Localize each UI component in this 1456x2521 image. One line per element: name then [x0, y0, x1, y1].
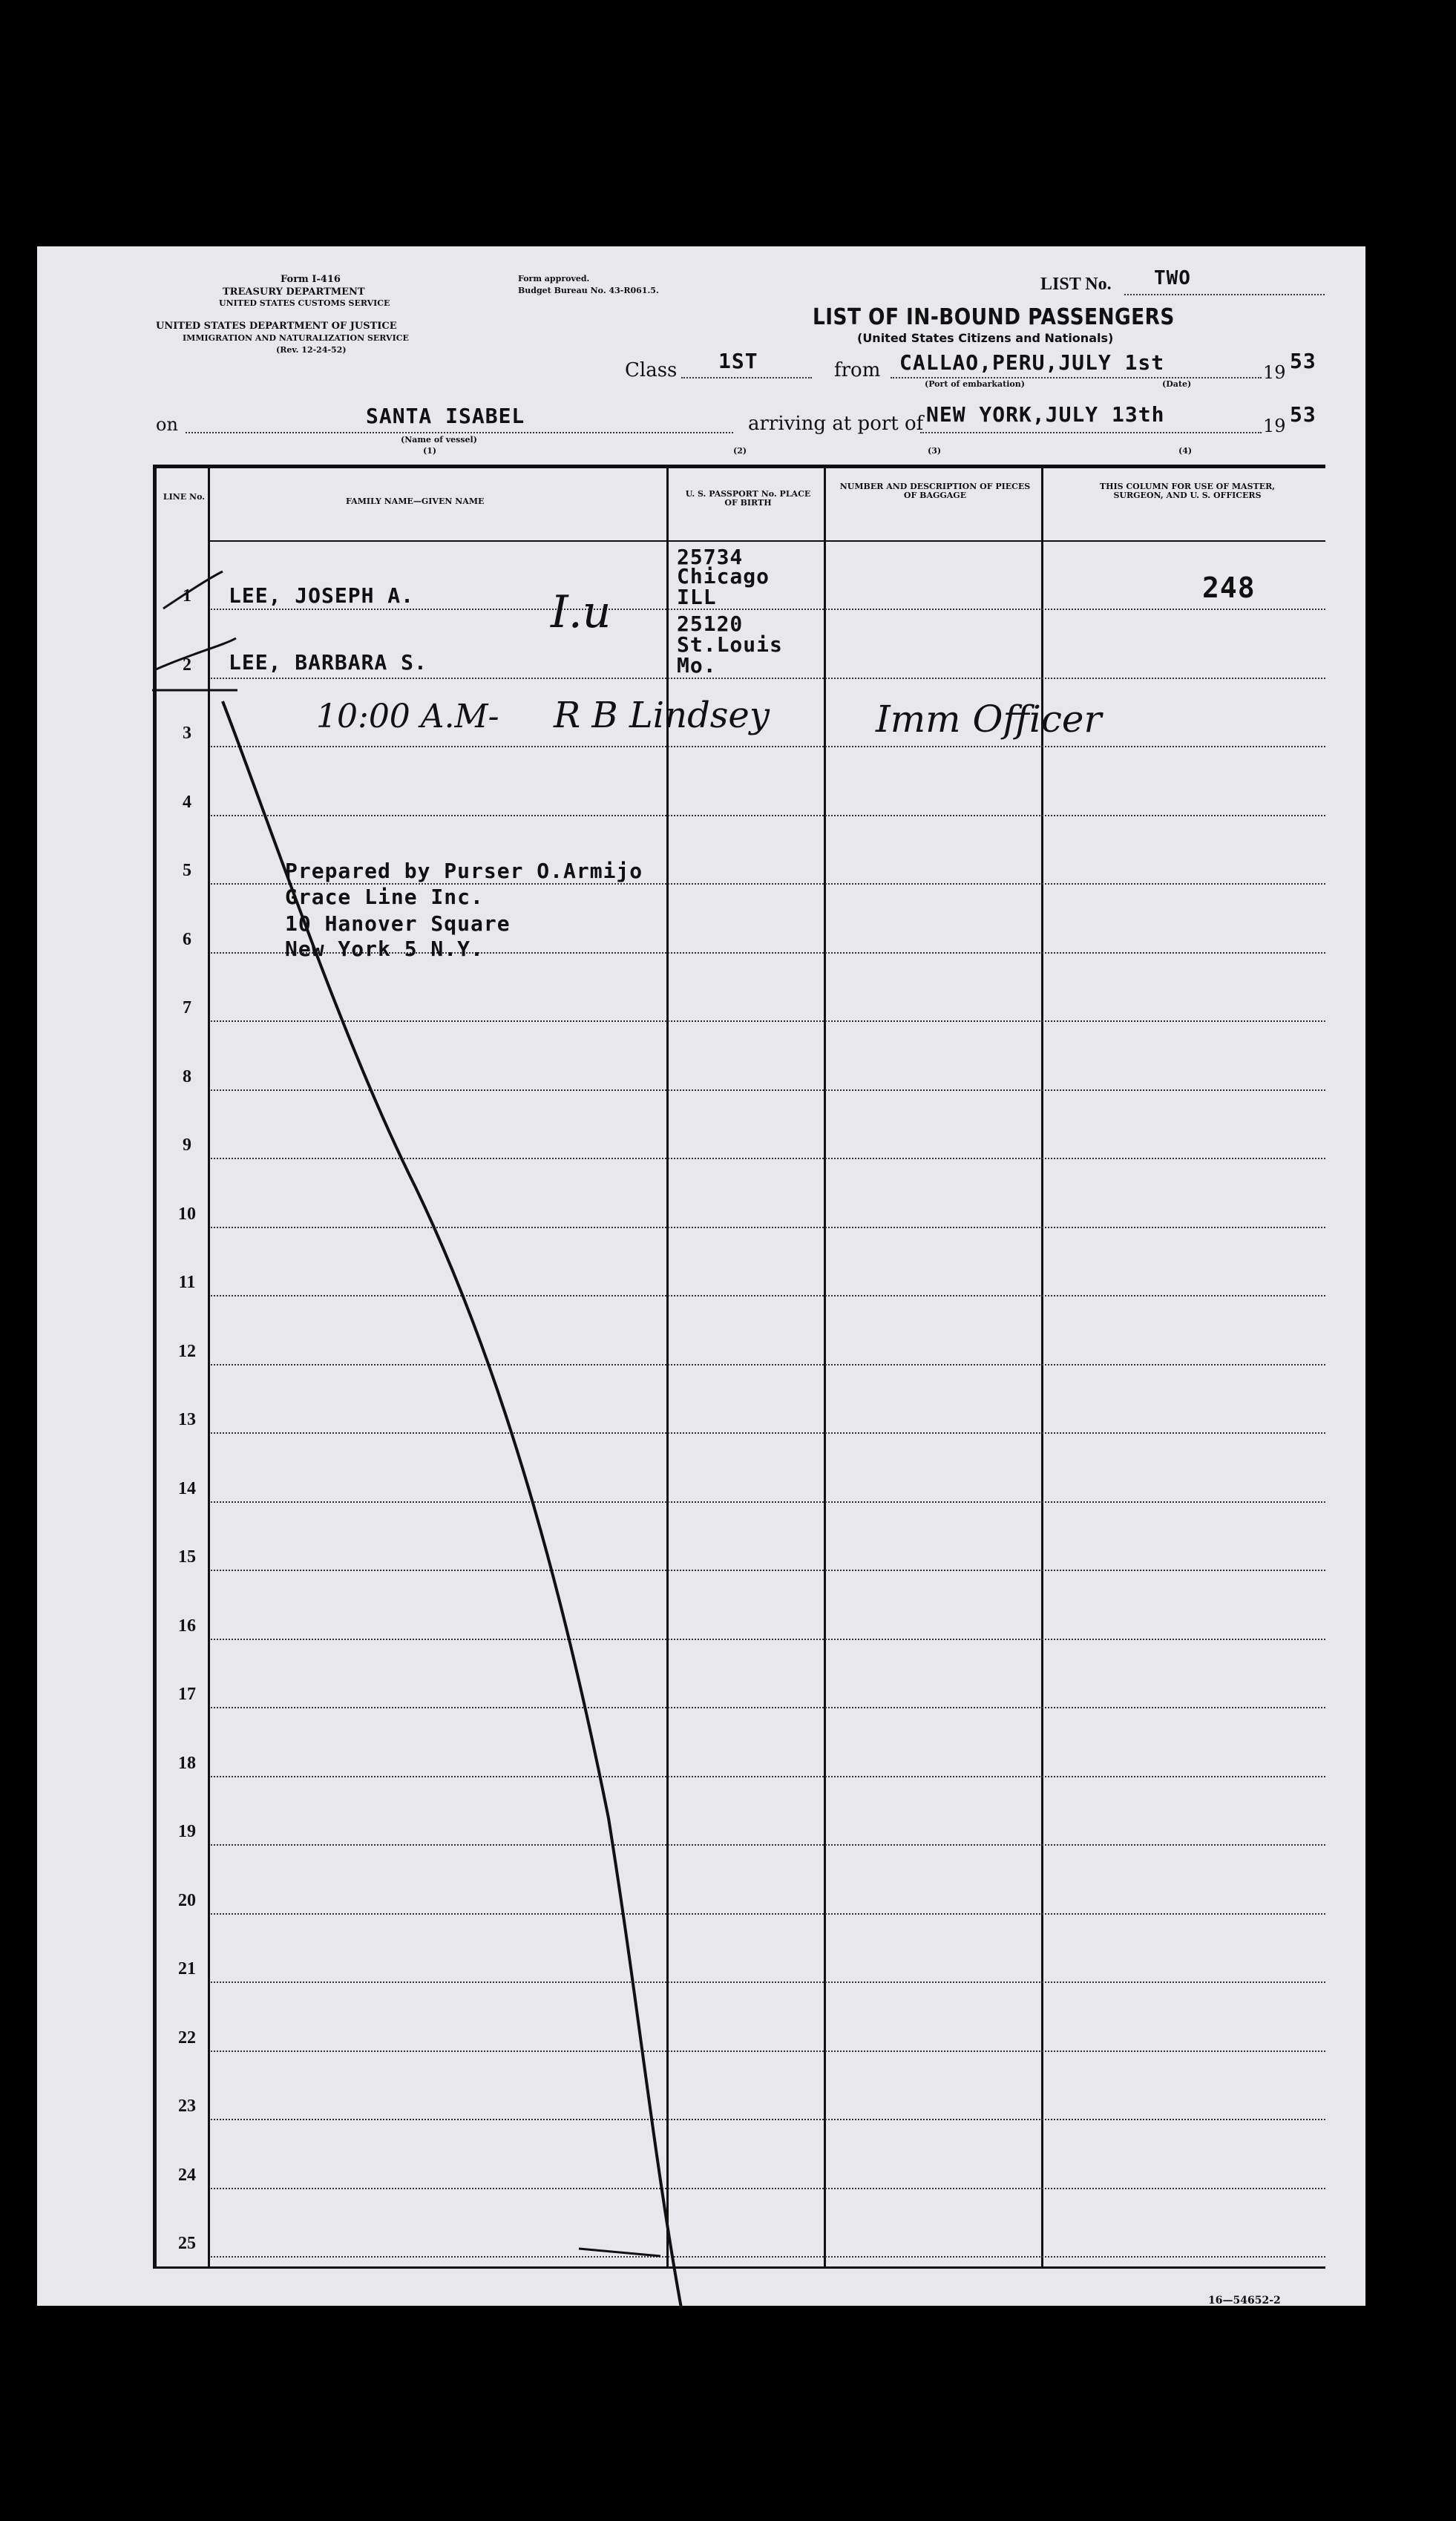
- col-header-line-no: LINE No.: [163, 492, 206, 502]
- col-header-passport: U. S. PASSPORT No. PLACE OF BIRTH: [685, 489, 811, 508]
- prepared-line-2: Grace Line Inc.: [285, 885, 484, 909]
- vessel-col-num: (1): [423, 446, 437, 456]
- vessel-caption: (Name of vessel): [401, 435, 477, 445]
- arriving-label: arriving at port of: [748, 413, 924, 435]
- handwritten-officer-title: Imm Officer: [876, 698, 1102, 741]
- handwritten-initials: I.u: [551, 586, 611, 638]
- row-number: 2: [183, 655, 191, 675]
- footer-code: 16—54652-2: [1208, 2295, 1281, 2307]
- row-number: 25: [178, 2234, 196, 2253]
- date-caption: (Date): [1162, 379, 1192, 389]
- class-value: 1ST: [718, 349, 758, 373]
- passenger-2-birthplace: St.Louis: [677, 632, 783, 657]
- year-value-1: 53: [1290, 349, 1316, 373]
- row-number: 23: [178, 2097, 196, 2116]
- row-number: 22: [178, 2027, 196, 2048]
- row-number: 8: [183, 1066, 191, 1086]
- treasury-dept: TREASURY DEPARTMENT: [223, 286, 365, 298]
- year-prefix-2: 19: [1263, 416, 1286, 436]
- list-no-value: TWO: [1154, 267, 1191, 289]
- row-number: 19: [178, 1822, 196, 1841]
- passenger-1-state: ILL: [677, 585, 717, 609]
- row-number: 10: [178, 1204, 196, 1224]
- passenger-1-passport: 25734: [677, 545, 744, 569]
- row-number: 17: [178, 1685, 196, 1704]
- row-number: 16: [178, 1616, 196, 1636]
- vessel-value: SANTA ISABEL: [366, 404, 525, 428]
- ins-service: IMMIGRATION AND NATURALIZATION SERVICE: [183, 333, 409, 343]
- budget-bureau: Budget Bureau No. 43-R061.5.: [518, 286, 659, 295]
- port-embark-caption: (Port of embarkation): [925, 379, 1025, 389]
- form-subtitle: (United States Citizens and Nationals): [857, 331, 1114, 345]
- form-id: Form I-416: [281, 274, 341, 285]
- row-number: 13: [178, 1410, 196, 1429]
- passenger-1-officer-number: 248: [1202, 571, 1256, 604]
- prepared-line-1: Prepared by Purser O.Armijo: [285, 859, 643, 883]
- from-value: CALLAO,PERU,JULY 1st: [899, 350, 1165, 375]
- on-label: on: [156, 414, 178, 435]
- customs-service: UNITED STATES CUSTOMS SERVICE: [219, 298, 390, 308]
- row-number: 7: [183, 998, 191, 1017]
- col-header-officers: THIS COLUMN FOR USE OF MASTER, SURGEON, AND U. S. OFFICERS: [1099, 482, 1276, 500]
- justice-dept: UNITED STATES DEPARTMENT OF JUSTICE: [156, 321, 397, 332]
- col-header-name: FAMILY NAME—GIVEN NAME: [346, 496, 485, 506]
- row-number: 15: [178, 1547, 196, 1567]
- row-number: 6: [183, 929, 191, 949]
- handwritten-signature: R B Lindsey: [554, 695, 770, 736]
- from-label: from: [834, 359, 881, 381]
- handwritten-time: 10:00 A.M-: [316, 698, 499, 735]
- col4-num: (4): [1178, 446, 1193, 456]
- passenger-2-passport: 25120: [677, 612, 744, 636]
- row-number: 18: [178, 1753, 196, 1773]
- class-label: Class: [625, 359, 678, 381]
- row-number: 24: [178, 2165, 196, 2185]
- row-number: 4: [183, 792, 191, 812]
- col-header-baggage: NUMBER AND DESCRIPTION OF PIECES OF BAGGAGE: [839, 482, 1031, 500]
- passenger-2-name: LEE, BARBARA S.: [229, 650, 427, 675]
- year-value-2: 53: [1290, 402, 1316, 427]
- passenger-2-state: Mo.: [677, 653, 717, 678]
- passenger-1-name: LEE, JOSEPH A.: [229, 583, 415, 608]
- row-number: 9: [183, 1135, 191, 1155]
- row-number: 20: [178, 1890, 196, 1910]
- passenger-1-birthplace: Chicago: [677, 564, 770, 589]
- prepared-line-4: New York 5 N.Y.: [285, 937, 484, 961]
- row-number: 21: [178, 1959, 196, 1979]
- form-approved: Form approved.: [518, 274, 590, 283]
- arrival-value: NEW YORK,JULY 13th: [926, 402, 1165, 427]
- list-no-label: LIST No.: [1040, 275, 1112, 294]
- col2-num: (2): [733, 446, 747, 456]
- row-number: 1: [183, 586, 191, 606]
- row-number: 3: [183, 724, 191, 743]
- row-number: 5: [183, 861, 191, 880]
- row-number: 11: [178, 1273, 196, 1292]
- row-number: 12: [178, 1341, 196, 1361]
- prepared-line-3: 10 Hanover Square: [285, 911, 511, 936]
- form-title: LIST OF IN-BOUND PASSENGERS: [813, 304, 1175, 330]
- col3-num: (3): [928, 446, 942, 456]
- year-prefix-1: 19: [1263, 362, 1286, 383]
- row-number: 14: [178, 1478, 196, 1498]
- rev-date: (Rev. 12-24-52): [276, 345, 347, 355]
